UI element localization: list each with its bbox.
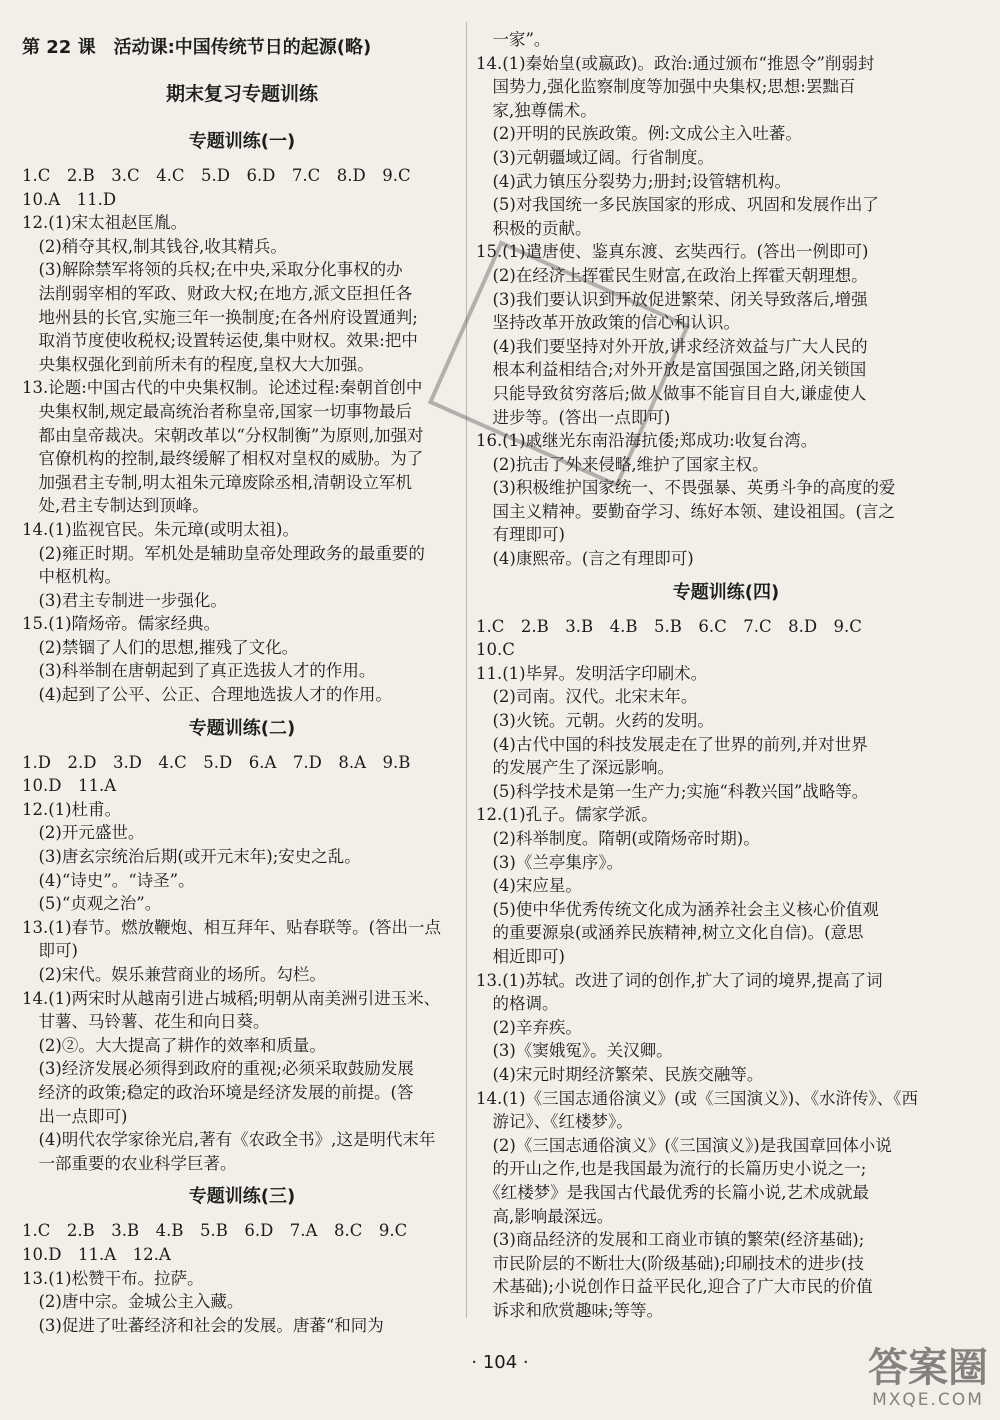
column-divider [466,22,467,1318]
answer-line: 术基础);小说创作日益平民化,迎合了广大市民的价值 [476,1277,873,1297]
answer-line: 国主义精神。要勤奋学习、练好本领、建设祖国。(言之 [476,501,895,521]
answer-line: 12.(1)宋太祖赵匡胤。 [22,213,188,233]
answer-line: (3)唐玄宗统治后期(或开元末年);安史之乱。 [22,847,361,867]
answer-line: 市民阶层的不断壮大(阶级基础);印刷技术的进步(技 [476,1253,864,1273]
answer-line: (3)君主专制进一步强化。 [22,590,227,610]
answer-line: (2)科举制度。隋朝(或隋炀帝时期)。 [476,829,760,848]
right-column [476,28,976,1322]
answer-line: (4)宋元时期经济繁荣、民族交融等。 [476,1064,764,1084]
answer-line: (4)我们要坚持对外开放,讲求经济效益与广大人民的 [476,336,868,356]
answer-line: 1.C 2.B 3.B 4.B 5.B 6.D 7.A 8.C 9.C [22,1221,408,1241]
answer-line: 10.C [476,640,515,660]
section-heading: 专题训练(一) [188,131,296,152]
answer-line: 游记》、《红楼梦》。 [476,1112,633,1132]
answer-line: (2)抗击了外来侵略,维护了国家主权。 [476,454,769,474]
lesson-title: 第 22 课 活动课:中国传统节日的起源(略) [22,37,372,58]
answer-line: 1.C 2.B 3.B 4.B 5.B 6.C 7.C 8.D 9.C [476,616,862,636]
answer-line: (2)司南。汉代。北宋末年。 [476,687,698,707]
answer-line: 国势力,强化监察制度等加强中央集权;思想:罢黜百 [476,77,856,97]
answer-line: (2)雍正时期。军机处是辅助皇帝处理政务的最重要的 [22,543,425,563]
answer-line: 13.论题:中国古代的中央集权制。论述过程:秦朝首创中 [22,378,423,398]
answer-line: 法削弱宰相的军政、财政大权;在地方,派文臣担任各 [22,283,413,303]
answer-line: (2)《三国志通俗演义》(《三国演义》)是我国章回体小说 [476,1135,892,1155]
answer-line: 10.A 11.D [22,189,117,209]
answer-line: 10.D 11.A 12.A [22,1244,171,1264]
answer-line: 诉求和欣赏趣味;等等。 [476,1300,664,1320]
answer-line: (4)起到了公平、公正、合理地选拔人才的作用。 [22,685,392,705]
answer-line: 的格调。 [476,994,559,1014]
answer-line: 的重要源泉(或涵养民族精神,树立文化自信)。(意思 [476,923,864,943]
answer-line: (4)明代农学家徐光启,著有《农政全书》,这是明代末年 [22,1130,436,1150]
answer-line: 取消节度使收税权;设置转运使,集中财权。效果:把中 [22,331,418,351]
answer-line: 12.(1)孔子。儒家学派。 [476,805,658,825]
answer-line: (2)在经济上挥霍民生财富,在政治上挥霍天朝理想。 [476,265,868,285]
answer-line: 14.(1)监视官民。朱元璋(或明太祖)。 [22,519,299,539]
answer-line: 进步等。(答出一点即可) [476,407,671,427]
answer-line: (3)科举制在唐朝起到了真正选拔人才的作用。 [22,661,376,681]
answer-line: (5)科学技术是第一生产力;实施“科教兴国”战略等。 [476,781,869,801]
answer-line: (3)《兰亭集序》。 [476,852,624,872]
answer-line: 13.(1)松赞干布。拉萨。 [22,1268,204,1288]
answer-line: 10.D 11.A [22,776,117,796]
answer-line: (2)②。大大提高了耕作的效率和质量。 [22,1035,326,1055]
watermark-url-text: MXQE.COM [872,1390,984,1410]
answer-line: 11.(1)毕昇。发明活字印刷术。 [476,663,708,683]
answer-line: 1.C 2.B 3.C 4.C 5.D 6.D 7.C 8.D 9.C [22,166,411,185]
answer-line: (4)古代中国的科技发展走在了世界的前列,并对世界 [476,734,868,754]
answer-line: 中枢机构。 [22,567,121,587]
answer-line: 相近即可) [476,946,565,966]
answer-line: 14.(1)两宋时从越南引进占城稻;明朝从南美洲引进玉米、 [22,988,441,1008]
answer-line: 16.(1)戚继光东南沿海抗倭;郑成功:收复台湾。 [476,431,818,451]
answer-line: 13.(1)春节。燃放鞭炮、相互拜年、贴春联等。(答出一点 [22,917,442,937]
answer-line: 积极的贡献。 [476,218,592,238]
answer-line: 即可) [22,941,78,961]
answer-line: (5)对我国统一多民族国家的形成、巩固和发展作出了 [476,195,879,215]
section-heading: 专题训练(四) [672,581,780,603]
watermark-main-text: 答案圈 [868,1345,988,1391]
answer-line: (2)唐中宗。金城公主入藏。 [22,1292,244,1312]
answer-line: 加强君主专制,明太祖朱元璋废除丞相,清朝设立军机 [22,472,412,492]
answer-line: 15.(1)遣唐使、鉴真东渡、玄奘西行。(答出一例即可) [476,242,869,262]
answer-line: 官僚机构的控制,最终缓解了相权对皇权的威胁。为了 [22,449,424,469]
site-watermark-logo [868,1346,988,1410]
answer-line: (5)使中华优秀传统文化成为涵养社会主义核心价值观 [476,899,879,919]
answer-line: (3)促进了吐蕃经济和社会的发展。唐蕃“和同为 [22,1315,384,1335]
answer-line: 根本利益相结合;对外开放是富国强国之路,闭关锁国 [476,360,867,380]
answer-line: 1.D 2.D 3.D 4.C 5.D 6.A 7.D 8.A 9.B [22,752,411,772]
section-heading: 专题训练(二) [188,717,296,739]
answer-line: 的开山之作,也是我国最为流行的长篇历史小说之一; [476,1159,867,1179]
answer-line: 只能导致贫穷落后;做人做事不能盲目自大,谦虚使人 [476,383,867,403]
answer-line: (2)辛弃疾。 [476,1017,582,1037]
answer-line: 一家”。 [476,30,551,49]
answer-line: 坚持改革开放政策的信心和认识。 [476,313,740,333]
answer-line: 一部重要的农业科学巨著。 [22,1153,237,1173]
answer-line: 央集权强化到前所未有的程度,皇权大大加强。 [22,354,374,374]
left-column [22,28,462,1337]
answer-line: (3)火铳。元朝。火药的发明。 [476,711,714,731]
answer-line: 高,影响最深远。 [476,1206,614,1226]
answer-line: 家,独尊儒术。 [476,100,597,120]
answer-line: 地州县的长官,实施三年一换制度;在各州府设置通判; [22,307,418,327]
answer-line: 14.(1)秦始皇(或嬴政)。政治:通过颁布“推恩令”削弱封 [476,53,875,73]
answer-line: (2)开元盛世。 [22,823,145,843]
answer-line: (2)稍夺其权,制其钱谷,收其精兵。 [22,236,287,256]
answer-line: (3)我们要认识到开放促进繁荣、闭关导致落后,增强 [476,289,868,309]
answer-line: (3)解除禁军将领的兵权;在中央,采取分化事权的办 [22,260,403,280]
answer-line: 经济的政策;稳定的政治环境是经济发展的前提。(答 [22,1082,414,1102]
answer-line: (3)元朝疆域辽阔。行省制度。 [476,147,714,167]
answer-line: 《红楼梦》是我国古代最优秀的长篇小说,艺术成就最 [476,1182,869,1202]
answer-line: 处,君主专制达到顶峰。 [22,496,209,516]
answer-line: (3)积极维护国家统一、不畏强暴、英勇斗争的高度的爱 [476,478,896,498]
answer-line: (2)禁锢了人们的思想,摧残了文化。 [22,637,299,657]
answer-line: (2)开明的民族政策。例:文成公主入吐蕃。 [476,124,802,144]
answer-line: (4)武力镇压分裂势力;册封;设管辖机构。 [476,171,791,191]
answer-line: 央集权制,规定最高统治者称皇帝,国家一切事物最后 [22,401,412,421]
answer-line: 13.(1)苏轼。改进了词的创作,扩大了词的境界,提高了词 [476,970,883,990]
answer-line: (4)宋应星。 [476,876,582,896]
answer-line: 15.(1)隋炀帝。儒家经典。 [22,614,221,634]
answer-line: (5)“贞观之治”。 [22,894,162,914]
answer-line: 12.(1)杜甫。 [22,799,122,819]
answer-line: (4)康熙帝。(言之有理即可) [476,549,694,569]
answer-line: (4)“诗史”。“诗圣”。 [22,870,195,890]
answer-line: (3)经济发展必须得到政府的重视;必须采取鼓励发展 [22,1059,414,1079]
answer-line: (3)《窦娥冤》。关汉卿。 [476,1041,673,1061]
answer-line: (3)商品经济的发展和工商业市镇的繁荣(经济基础); [476,1230,865,1250]
answer-line: 都由皇帝裁决。宋朝改革以“分权制衡”为原则,加强对 [22,425,424,445]
answer-line: 有理即可) [476,525,565,545]
answer-line: 14.(1)《三国志通俗演义》(或《三国演义》)、《水浒传》、《西 [476,1088,918,1108]
answer-line: (2)宋代。娱乐兼营商业的场所。勾栏。 [22,965,326,984]
page-number: · 104 · [471,1352,529,1373]
answer-line: 的发展产生了深远影响。 [476,758,674,778]
review-heading: 期末复习专题训练 [165,83,318,105]
answer-line: 出一点即可) [22,1106,128,1126]
answer-line: 甘薯、马铃薯、花生和向日葵。 [22,1012,270,1032]
section-heading: 专题训练(三) [188,1186,296,1208]
